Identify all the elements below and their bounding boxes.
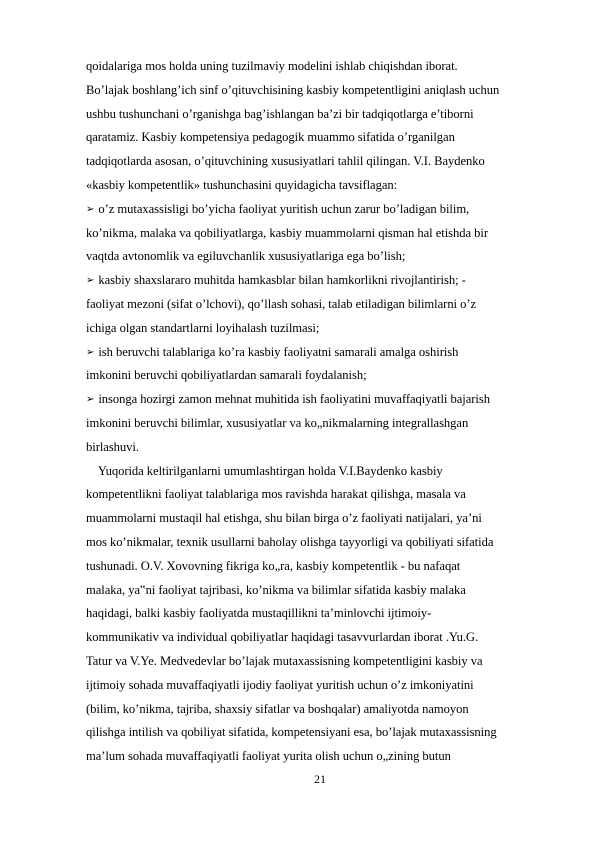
line-text: Yuqorida keltirilganlarni umumlashtirgan holda V.I.Baydenko kasbiy <box>86 463 443 478</box>
line-text: kommunikativ va individual qobiliyatlar haqidagi tasavvurlardan iborat .Yu.G. <box>86 630 479 645</box>
text-line <box>86 317 556 341</box>
text-line <box>86 650 556 674</box>
line-text: haqidagi, balki kasbiy faoliyatda mustaqillikni ta’minlovchi ijtimoiy- <box>86 606 432 621</box>
text-line <box>86 507 556 531</box>
arrow-bullet-icon: ➢ <box>86 394 95 406</box>
text-line <box>86 293 556 317</box>
text-line <box>86 602 556 626</box>
text-line <box>86 531 556 555</box>
line-text: «kasbiy kompetentlik» tushunchasini quyidagicha tavsiflagan: <box>86 177 398 192</box>
line-text: Tatur va V.Ye. Medvedevlar bo’lajak mutaxassisning kompetentligini kasbiy va <box>86 653 483 668</box>
line-text: qilishga intilish va qobiliyat sifatida, kompetensiyani esa, bo’lajak mutaxassisning <box>86 725 497 740</box>
page-number: 21 <box>314 772 326 786</box>
text-line <box>86 222 556 246</box>
line-text: kompetentlikni faoliyat talablariga mos ravishda harakat qilishga, masala va <box>86 487 466 502</box>
text-line <box>86 721 556 745</box>
line-text: muammolarni mustaqil hal etishga, shu bilan birga o’z faoliyati natijalari, ya’ni <box>86 511 482 526</box>
text-line <box>86 555 556 579</box>
line-text: ichiga olgan standartlarni loyihalash tuzilmasi; <box>86 320 320 335</box>
text-line <box>86 626 556 650</box>
arrow-bullet-icon: ➢ <box>86 275 95 287</box>
line-text: tadqiqotlarda asosan, o’qituvchining xususiyatlari tahlil qilingan. V.I. Baydenko <box>86 154 485 169</box>
line-text: malaka, ya‟ni faoliyat tajribasi, ko’nikma va bilimlar sifatida kasbiy malaka <box>86 582 466 597</box>
bullet-line <box>86 341 556 365</box>
text-line <box>86 79 556 103</box>
line-text: ijtimoiy sohada muvaffaqiyatli ijodiy faoliyat yuritish uchun o’z imkoniyatini <box>86 677 474 692</box>
text-line <box>86 126 556 150</box>
text-line <box>86 579 556 603</box>
line-text: Bo’lajak boshlang’ich sinf o’qituvchisining kasbiy kompetentligini aniqlash uchun <box>86 82 500 97</box>
line-text: kasbiy shaxslararo muhitda hamkasblar bilan hamkorlikni rivojlantirish; - <box>98 273 466 288</box>
text-line <box>86 745 556 769</box>
text-line <box>86 55 556 79</box>
text-line <box>86 150 556 174</box>
line-text: birlashuvi. <box>86 439 139 454</box>
bullet-line <box>86 198 556 222</box>
line-text: ko’nikma, malaka va qobiliyatlarga, kasbiy muammolarni qisman hal etishda bir <box>86 225 488 240</box>
line-text: faoliyat mezoni (sifat o’lchovi), qo’llash sohasi, talab etiladigan bilimlarni o’z <box>86 296 477 311</box>
line-text: imkonini beruvchi bilimlar, xususiyatlar va ko„nikmalarning integrallashgan <box>86 415 469 430</box>
line-text: insonga hozirgi zamon mehnat muhitida ish faoliyatini muvaffaqiyatli bajarish <box>98 392 490 407</box>
text-line <box>86 245 556 269</box>
line-text: ma’lum sohada muvaffaqiyatli faoliyat yurita olish uchun o„zining butun <box>86 749 451 764</box>
bullet-line <box>86 388 556 412</box>
text-line <box>86 412 556 436</box>
line-text: vaqtda avtonomlik va egiluvchanlik xususiyatlariga ega bo’lish; <box>86 249 406 264</box>
line-text: qoidalariga mos holda uning tuzilmaviy modelini ishlab chiqishdan iborat. <box>86 59 458 73</box>
text-line <box>86 364 556 388</box>
body-text <box>86 55 556 769</box>
text-line <box>86 698 556 722</box>
bullet-line <box>86 269 556 293</box>
text-line <box>86 174 556 198</box>
line-text: ushbu tushunchani o’rganishga bag’ishlangan ba’zi bir tadqiqotlarga e’tiborni <box>86 106 474 121</box>
line-text: tushunadi. O.V. Xovovning fikriga ko„ra, kasbiy kompetentlik - bu nafaqat <box>86 558 461 573</box>
line-text: qaratamiz. Kasbiy kompetensiya pedagogik muammo sifatida o’rganilgan <box>86 130 455 145</box>
text-line <box>86 436 556 460</box>
line-text: ish beruvchi talablariga ko’ra kasbiy faoliyatni samarali amalga oshirish <box>98 344 459 359</box>
arrow-bullet-icon: ➢ <box>86 203 95 215</box>
line-text: o’z mutaxassisligi bo’yicha faoliyat yuritish uchun zarur bo’ladigan bilim, <box>98 201 470 216</box>
line-text: mos ko’nikmalar, texnik usullarni baholay olishga tayyorligi va qobiliyati sifatida <box>86 534 494 549</box>
line-text: (bilim, ko’nikma, tajriba, shaxsiy sifatlar va boshqalar) amaliyotda namoyon <box>86 701 469 716</box>
text-line <box>86 674 556 698</box>
text-line <box>86 483 556 507</box>
text-line <box>86 103 556 127</box>
line-text: imkonini beruvchi qobiliyatlardan samarali foydalanish; <box>86 368 367 383</box>
arrow-bullet-icon: ➢ <box>86 346 95 358</box>
text-line <box>86 460 556 484</box>
